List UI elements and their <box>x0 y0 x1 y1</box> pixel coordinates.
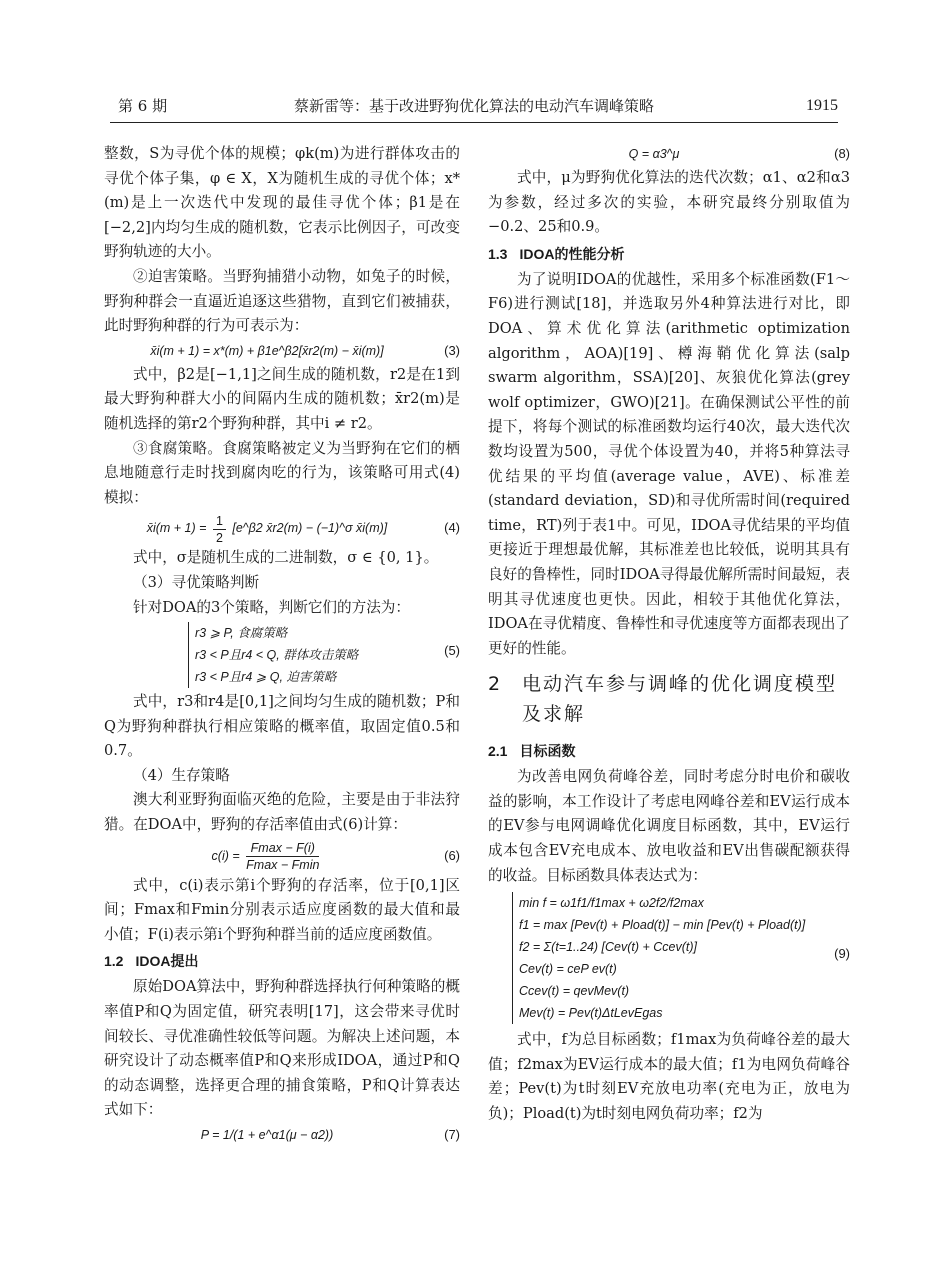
paragraph: ③食腐策略。食腐策略被定义为当野狗在它们的栖息地随意行走时找到腐肉吃的行为，该策略可用式(4)模拟： <box>104 439 460 506</box>
paragraph: 式中，f为总目标函数；f1max为负荷峰谷差的最大值；f2max为EV运行成本的最大值；f1为电网负荷峰谷差；Pev(t)为t时刻EV充放电功率(充电为正，放电为负)；Pload(t)为t时刻电网负荷功率；f2为 <box>488 1031 850 1123</box>
equation-lhs: x̄i(m + 1) = <box>146 521 207 536</box>
system-line: Mev(t) = Pev(t)ΔtLevEgas <box>519 1006 663 1021</box>
equation-body: x̄i(m + 1) = x*(m) + β1e^β2[x̄r2(m) − x̄i(m)] <box>150 343 384 358</box>
equation-number: (8) <box>834 146 850 161</box>
section-title: IDOA的性能分析 <box>519 245 625 262</box>
equation-body: P = 1/(1 + e^α1(μ − α2)) <box>200 1128 334 1142</box>
page-number: 1915 <box>806 97 838 114</box>
section-number: 1.2 <box>104 953 124 970</box>
section-heading-1-3 <box>488 242 850 266</box>
equation-3 <box>104 339 460 363</box>
case-line: r3 < P且r4 ⩾ Q, 迫害策略 <box>195 670 337 685</box>
equation-number: (6) <box>444 847 460 863</box>
section-number: 1.3 <box>488 245 508 262</box>
equation-rhs: [e^β2 x̄r2(m) − (−1)^σ x̄i(m)] <box>232 521 388 536</box>
fraction <box>213 513 226 546</box>
paragraph: 原始DOA算法中，野狗种群选择执行何种策略的概率值P和Q为固定值，研究表明[17]，这会带来寻优时间较长、寻优准确性较低等问题。为解决上述问题，本研究设计了动态概率值P和Q来形成IDOA，通过P和Q的动态调整，选择更合理的捕食策略，P和Q计算表达式如下： <box>104 978 460 1119</box>
equation-9 <box>512 892 850 1024</box>
chapter-number: 2 <box>488 673 501 696</box>
paragraph: 为了说明IDOA的优越性，采用多个标准函数(F1～F6)进行测试[18]，并选取另外4种算法进行对比，即DOA、算术优化算法(arithmetic optimization algorithm，AOA)[19]、樽海鞘优化算法(salp swarm algorithm，SSA)[20]、灰狼优化算法(grey wolf optimizer，GWO)[21]。在确保测试公平性的前提下，将每个测试的标准函数均运行40次，最大迭代次数均设置为500，寻优个体设置为40，并将5种算法寻优结果的平均值(average value，AVE)、标准差(standard deviation，SD)和寻优所需时间(required time，RT)列于表1中。可见，IDOA寻优结果的平均值更接近于理想最优解，其标准差也比较低，说明其具有良好的鲁棒性，同时IDOA寻得最优解所需时间最短，表明其寻优速度也更快。因此，相较于其他优化算法，IDOA在寻优精度、鲁棒性和寻优速度等方面都表现出了更好的性能。 <box>488 270 850 657</box>
equation-6 <box>104 838 460 874</box>
section-title: 目标函数 <box>519 743 576 760</box>
paragraph: （4）生存策略 <box>133 766 230 784</box>
section-number: 2.1 <box>488 743 508 760</box>
right-column <box>488 142 850 1127</box>
equation-number: (9) <box>834 946 850 962</box>
equation-number: (7) <box>444 1127 460 1142</box>
system-line: f2 = Σ(t=1..24) [Cev(t) + Ccev(t)] <box>519 940 698 955</box>
section-heading-2-1 <box>488 739 850 763</box>
equation-number: (5) <box>444 643 460 659</box>
fraction <box>246 840 319 873</box>
chapter-title: 电动汽车参与调峰的优化调度模型及求解 <box>522 673 838 726</box>
equation-body <box>104 838 430 874</box>
equation-4 <box>104 510 460 546</box>
paragraph: 式中，μ为野狗优化算法的迭代次数；α1、α2和α3为参数，经过多次的实验，本研究最终分别取值为−0.2、25和0.9。 <box>488 169 850 236</box>
equation-number: (3) <box>444 342 460 358</box>
system-line: min f = ω1f1/f1max + ω2f2/f2max <box>519 896 704 911</box>
fraction-numerator: Fmax − F(i) <box>246 840 319 857</box>
section-title: IDOA提出 <box>135 953 199 970</box>
paragraph: 式中，σ是随机生成的二进制数，σ ∈ {0, 1}。 <box>133 549 439 567</box>
section-heading-1-2 <box>104 949 460 973</box>
system-line: f1 = max [Pev(t) + Pload(t)] − min [Pev(t) + Pload(t)] <box>519 918 806 933</box>
fraction-denominator: 2 <box>215 530 223 545</box>
equation-number: (4) <box>444 520 460 536</box>
case-line: r3 ⩾ P, 食腐策略 <box>195 626 288 641</box>
paragraph: 式中，c(i)表示第i个野狗的存活率，位于[0,1]区间；Fmax和Fmin分别表示适应度函数的最大值和最小值；F(i)表示第i个野狗种群当前的适应度函数值。 <box>104 876 460 943</box>
paragraph: 式中，r3和r4是[0,1]之间均匀生成的随机数；P和Q为野狗种群执行相应策略的概率值，取固定值0.5和0.7。 <box>104 693 460 760</box>
equation-lhs: c(i) = <box>211 848 240 863</box>
paragraph: 式中，β2是[−1,1]之间生成的随机数，r2是在1到最大野狗种群大小的间隔内生成的随机数；x̄r2(m)是随机选择的第r2个野狗种群，其中i ≠ r2。 <box>104 365 460 432</box>
equation-body <box>104 510 430 546</box>
equation-body: Q = α3^μ <box>628 147 680 161</box>
paragraph: （3）寻优策略判断 <box>133 573 260 591</box>
issue-number: 第 6 期 <box>118 97 168 115</box>
paragraph: 整数，S为寻优个体的规模；φk(m)为进行群体攻击的寻优个体子集，φ ∈ X，X为随机生成的寻优个体；x*(m)是上一次迭代中发现的最佳寻优个体；β1是在[−2,2]内均匀生成的随机数，它表示比例因子，可改变野狗轨迹的大小。 <box>104 145 460 261</box>
chapter-heading-2 <box>488 669 850 729</box>
fraction-numerator: 1 <box>213 513 226 530</box>
system-lines <box>512 892 850 1024</box>
paragraph: 针对DOA的3个策略，判断它们的方法为： <box>133 598 410 616</box>
system-line: Ccev(t) = qevMev(t) <box>519 984 630 999</box>
paragraph: ②迫害策略。当野狗捕猎小动物，如兔子的时候，野狗种群会一直逼近追逐这些猎物，直到它们被捕获，此时野狗种群的行为可表示为： <box>104 267 460 335</box>
equation-5 <box>188 622 460 688</box>
case-lines <box>188 622 460 688</box>
equation-7 <box>104 1123 460 1147</box>
left-column <box>104 142 460 1147</box>
running-title: 蔡新雷等：基于改进野狗优化算法的电动汽车调峰策略 <box>293 97 654 115</box>
equation-8 <box>488 142 850 166</box>
paragraph: 澳大利亚野狗面临灭绝的危险，主要是由于非法狩猎。在DOA中，野狗的存活率值由式(6)计算： <box>104 791 460 834</box>
running-header <box>110 96 838 123</box>
paragraph: 为改善电网负荷峰谷差，同时考虑分时电价和碳收益的影响，本工作设计了考虑电网峰谷差和EV运行成本的EV参与电网调峰优化调度目标函数，其中，EV运行成本包含EV充电成本、放电收益和EV出售碳配额获得的收益。目标函数具体表达式为： <box>488 768 850 884</box>
fraction-denominator: Fmax − Fmin <box>246 857 320 872</box>
case-line: r3 < P且r4 < Q, 群体攻击策略 <box>195 648 359 663</box>
system-line: Cev(t) = ceP ev(t) <box>519 962 617 977</box>
